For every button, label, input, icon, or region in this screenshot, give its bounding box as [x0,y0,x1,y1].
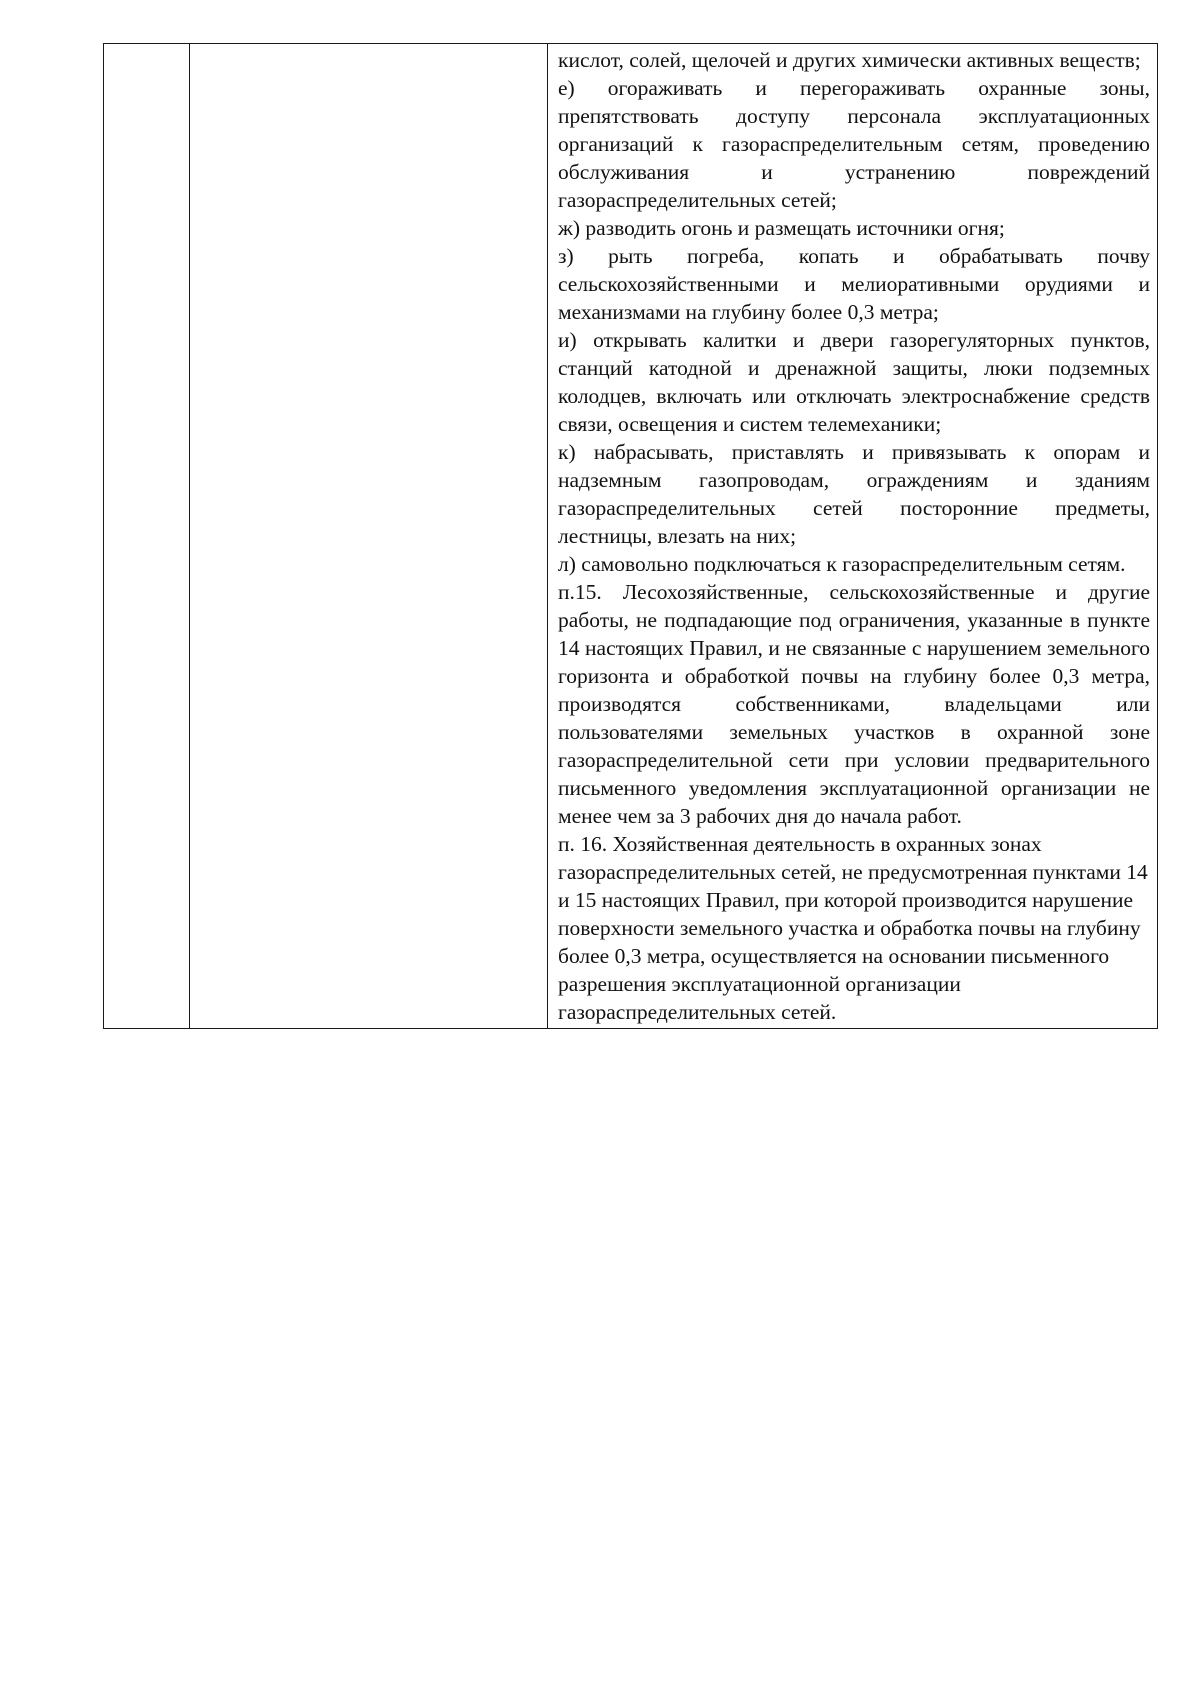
paragraph-item-k: к) набрасывать, приставлять и привязывать к опорам и надземным газопроводам, ограждениям и зданиям газораспределительных сетей посторонние предметы, лестницы, влезать на них; [558,440,1150,548]
table-cell-requirements [548,44,1158,1029]
paragraph-item-e: е) огораживать и перегораживать охранные зоны, препятствовать доступу персонала эксплуатационных организаций к газораспределительным сетям, проведению обслуживания и устранению повреждений газораспределительных сетей; [558,76,1150,212]
document-table [103,43,1158,1029]
paragraph-item-l: л) самовольно подключаться к газораспределительным сетям. [558,552,1126,576]
paragraph-chemicals: кислот, солей, щелочей и других химически активных веществ; [558,48,1141,72]
table-cell-description [190,44,548,1029]
table-row [104,44,1158,1029]
paragraph-item-z: з) рыть погреба, копать и обрабатывать почву сельскохозяйственными и мелиоративными орудиями и механизмами на глубину более 0,3 метра; [558,244,1150,324]
requirements-text [548,44,1157,1028]
paragraph-clause-15: п.15. Лесохозяйственные, сельскохозяйственные и другие работы, не подпадающие под ограничения, указанные в пункте 14 настоящих Правил, и не связанные с нарушением земельного горизонта и обработкой почвы на глубину более 0,3 метра, производятся собственниками, владельцами или пользователями земельных участков в охранной зоне газораспределительной сети при условии предварительного письменного уведомления эксплуатационной организации не менее чем за 3 рабочих дня до начала работ. [558,580,1150,828]
paragraph-item-zh: ж) разводить огонь и размещать источники огня; [558,216,1005,240]
paragraph-clause-16: п. 16. Хозяйственная деятельность в охранных зонах газораспределительных сетей, не предусмотренная пунктами 14 и 15 настоящих Правил, при которой производится нарушение поверхности земельного участка и обработка почвы на глубину более 0,3 метра, осуществляется на основании письменного разрешения эксплуатационной организации газораспределительных сетей. [558,832,1148,1024]
table-cell-number [104,44,190,1029]
paragraph-item-i: и) открывать калитки и двери газорегуляторных пунктов, станций катодной и дренажной защиты, люки подземных колодцев, включать или отключать электроснабжение средств связи, освещения и систем телемеханики; [558,328,1150,436]
